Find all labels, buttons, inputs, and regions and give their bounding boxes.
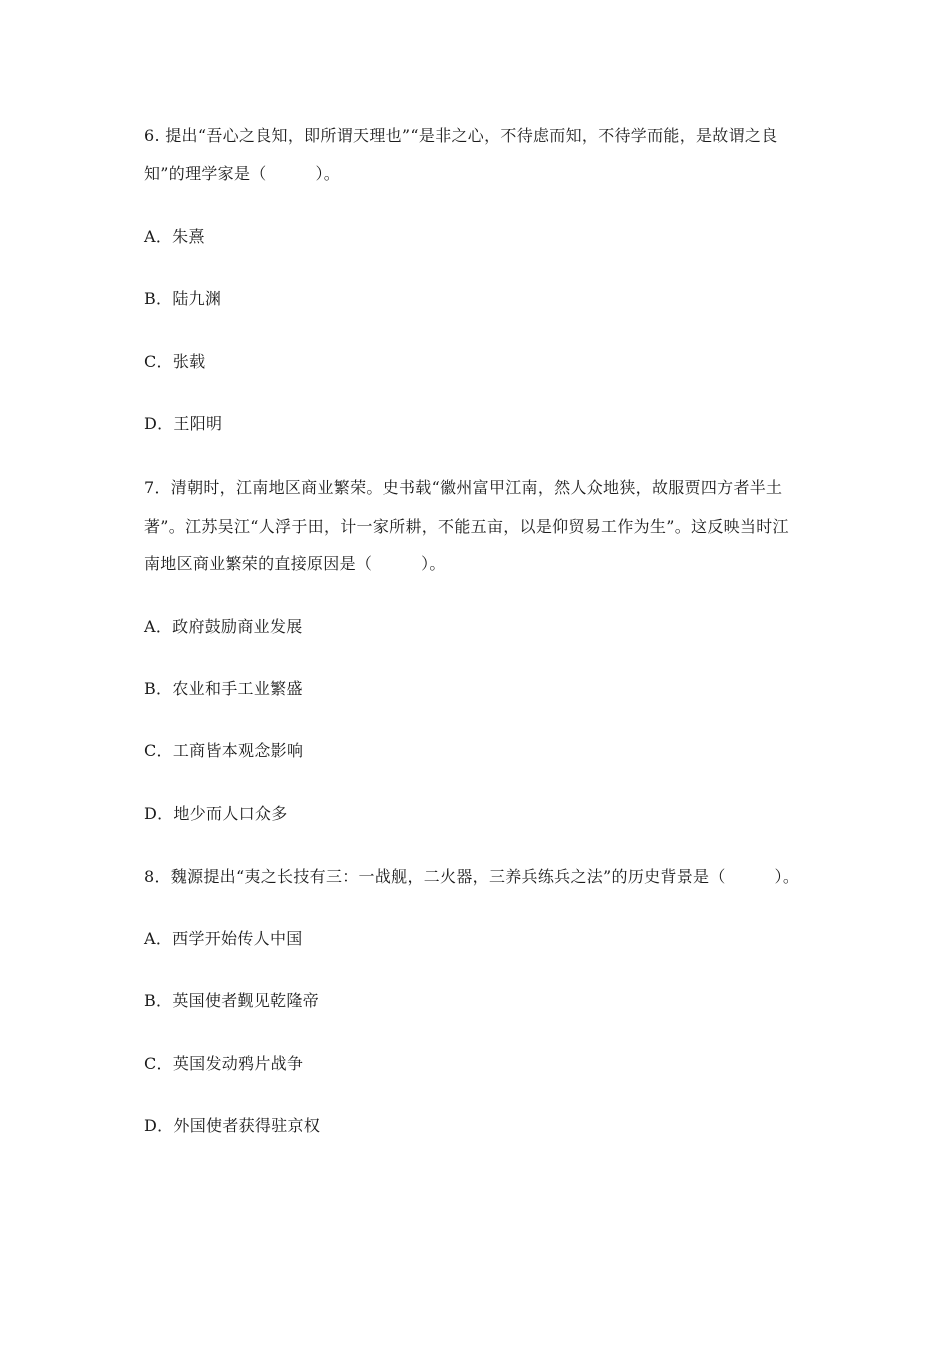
question-8-option-c: C．英国发动鸦片战争 xyxy=(144,1054,304,1073)
question-8-option-b: B．英国使者觐见乾隆帝 xyxy=(144,991,320,1010)
question-6-option-d: D．王阳明 xyxy=(144,414,223,433)
question-7-option-b: B．农业和手工业繁盛 xyxy=(144,679,303,698)
question-7-stem-line-2: 著”。江苏吴江“人浮于田，计一家所耕，不能五亩，以是仰贸易工作为生”。这反映当时江 xyxy=(144,517,789,536)
question-6-option-c: C．张载 xyxy=(144,352,206,371)
question-7-option-c: C．工商皆本观念影响 xyxy=(144,741,304,760)
question-6-stem-line-2: 知”的理学家是（ ）。 xyxy=(144,164,341,183)
question-8-option-a: A．西学开始传人中国 xyxy=(144,929,303,948)
question-6-option-a: A．朱熹 xyxy=(144,227,205,246)
question-7-stem-line-1: 7．清朝时，江南地区商业繁荣。史书载“徽州富甲江南，然人众地狭，故服贾四方者半土 xyxy=(144,478,783,497)
question-6-option-b: B．陆九渊 xyxy=(144,289,222,308)
question-7-stem-line-3: 南地区商业繁荣的直接原因是（ ）。 xyxy=(144,554,446,573)
question-8-stem-line-1: 8．魏源提出“夷之长技有三：一战舰，二火器，三养兵练兵之法”的历史背景是（ ）。 xyxy=(144,867,800,886)
question-7-option-d: D．地少而人口众多 xyxy=(144,804,288,823)
question-7-option-a: A．政府鼓励商业发展 xyxy=(144,617,303,636)
question-8-option-d: D．外国使者获得驻京权 xyxy=(144,1116,321,1135)
question-6-stem-line-1: 6. 提出“吾心之良知，即所谓天理也”“是非之心，不待虑而知，不待学而能，是故谓之良 xyxy=(144,126,778,145)
